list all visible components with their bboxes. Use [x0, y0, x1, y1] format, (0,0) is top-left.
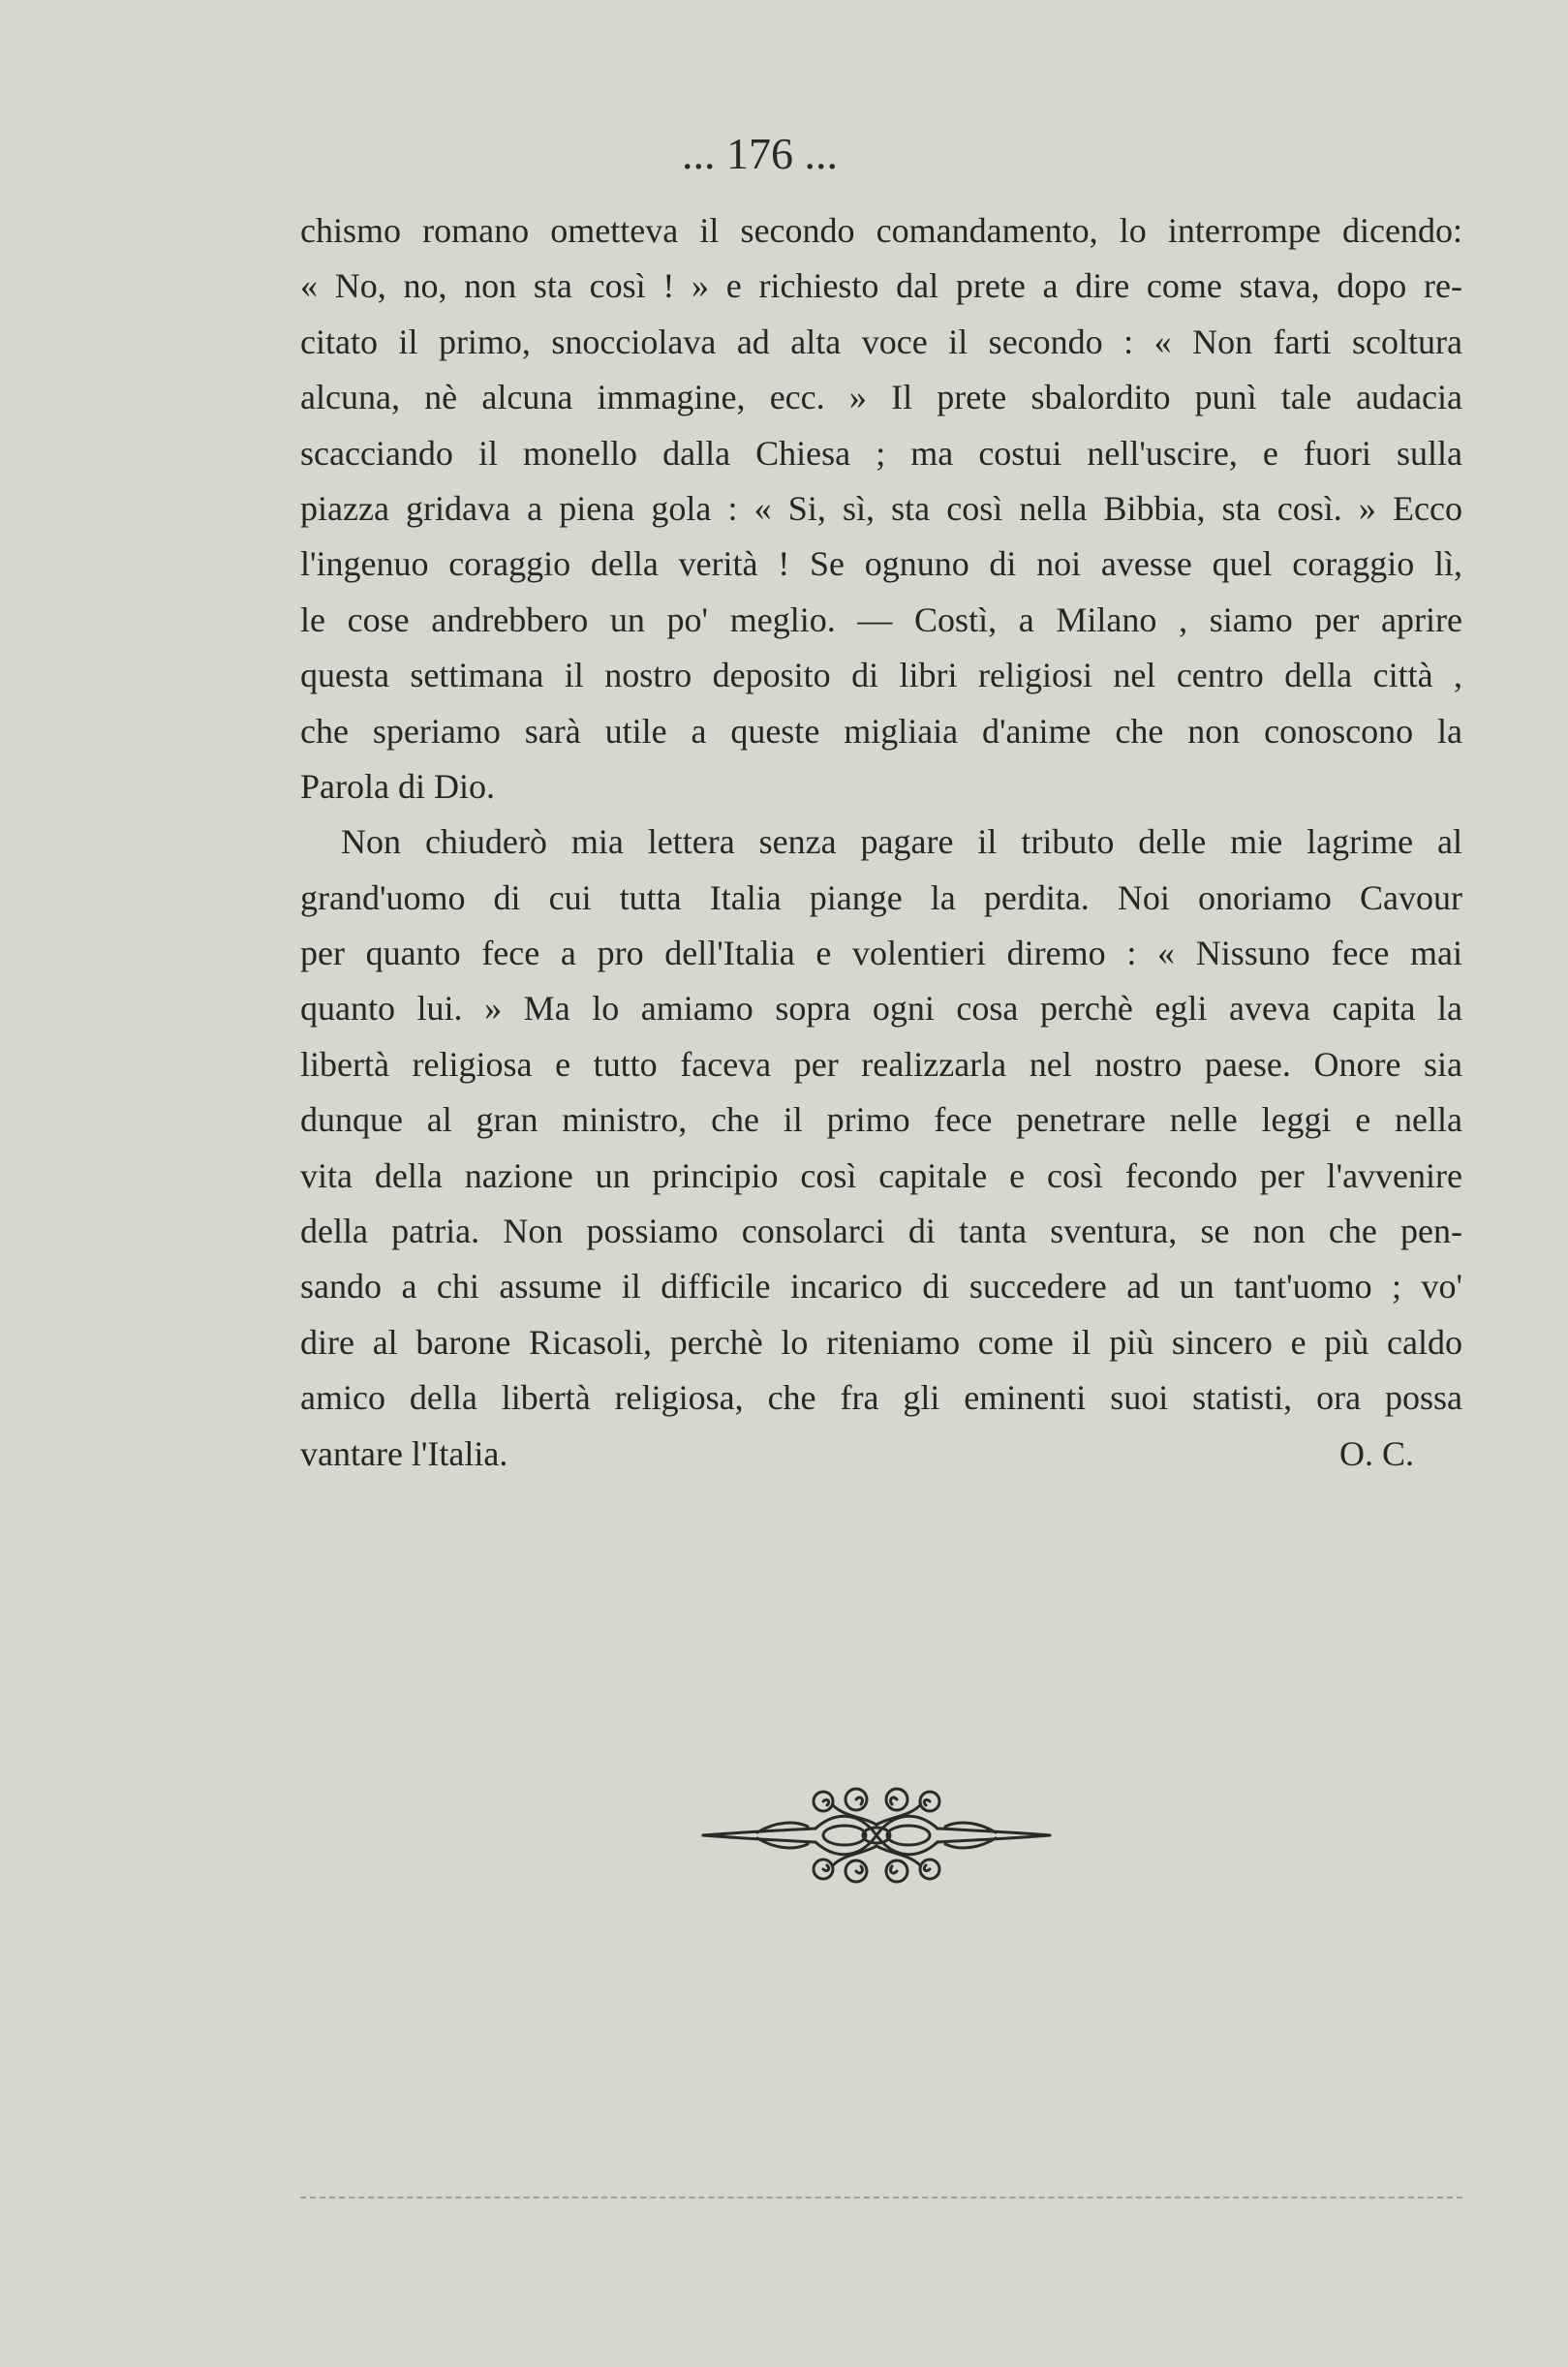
text-line: sando a chi assume il difficile incarico di succedere ad un tant'uomo ; vo' [300, 1267, 1462, 1306]
text-line: dunque al gran ministro, che il primo fece penetrare nelle leggi e nella [300, 1100, 1462, 1140]
text-line: dire al barone Ricasoli, perchè lo riteniamo come il più sincero e più caldo [300, 1322, 1462, 1362]
text-line: vita della nazione un principio così capitale e così fecondo per l'avvenire [300, 1155, 1462, 1195]
signature: O. C. [1338, 1433, 1414, 1473]
closing-text: vantare l'Italia. [300, 1433, 508, 1473]
body-text [300, 203, 1462, 1482]
text-line: quanto lui. » Ma lo amiamo sopra ogni cosa perchè egli aveva capita la [300, 989, 1462, 1029]
text-line: le cose andrebbero un po' meglio. — Costì, a Milano , siamo per aprire [300, 599, 1462, 639]
paragraph-2 [300, 815, 1462, 1482]
text-line: Parola di Dio. [300, 766, 495, 806]
text-line: grand'uomo di cui tutta Italia piange la perdita. Noi onoriamo Cavour [300, 877, 1462, 917]
text-line: chismo romano ometteva il secondo comandamento, lo interrompe dicendo: [300, 211, 1462, 250]
text-line: piazza gridava a piena gola : « Si, sì, sta così nella Bibbia, sta così. » Ecco [300, 488, 1462, 528]
text-line: citato il primo, snocciolava ad alta voce il secondo : « Non farti scoltura [300, 322, 1462, 361]
text-line: che speriamo sarà utile a queste migliaia d'anime che non conoscono la [300, 711, 1462, 751]
page-number: ... 176 ... [682, 129, 838, 178]
text-line: per quanto fece a pro dell'Italia e volentieri diremo : « Nissuno fece mai [300, 934, 1462, 973]
text-line: « No, no, non sta così ! » e richiesto dal prete a dire come stava, dopo re- [300, 266, 1462, 306]
scroll-ornament-icon [699, 1782, 1054, 1889]
bottom-smudge-line [300, 2197, 1462, 2208]
text-line: amico della libertà religiosa, che fra gli eminenti suoi statisti, ora possa [300, 1378, 1462, 1418]
text-line: Non chiuderò mia lettera senza pagare il tributo delle mie lagrime al [341, 822, 1462, 862]
closing-line [300, 1427, 1462, 1482]
text-line: scacciando il monello dalla Chiesa ; ma costui nell'uscire, e fuori sulla [300, 433, 1462, 473]
text-line: della patria. Non possiamo consolarci di tanta sventura, se non che pen- [300, 1212, 1462, 1251]
text-line: libertà religiosa e tutto faceva per realizzarla nel nostro paese. Onore sia [300, 1044, 1462, 1084]
text-line: questa settimana il nostro deposito di libri religiosi nel centro della città , [300, 656, 1462, 695]
paragraph-1 [300, 203, 1462, 815]
text-line: l'ingenuo coraggio della verità ! Se ognuno di noi avesse quel coraggio lì, [300, 544, 1462, 584]
text-line: alcuna, nè alcuna immagine, ecc. » Il prete sbalordito punì tale audacia [300, 378, 1462, 417]
